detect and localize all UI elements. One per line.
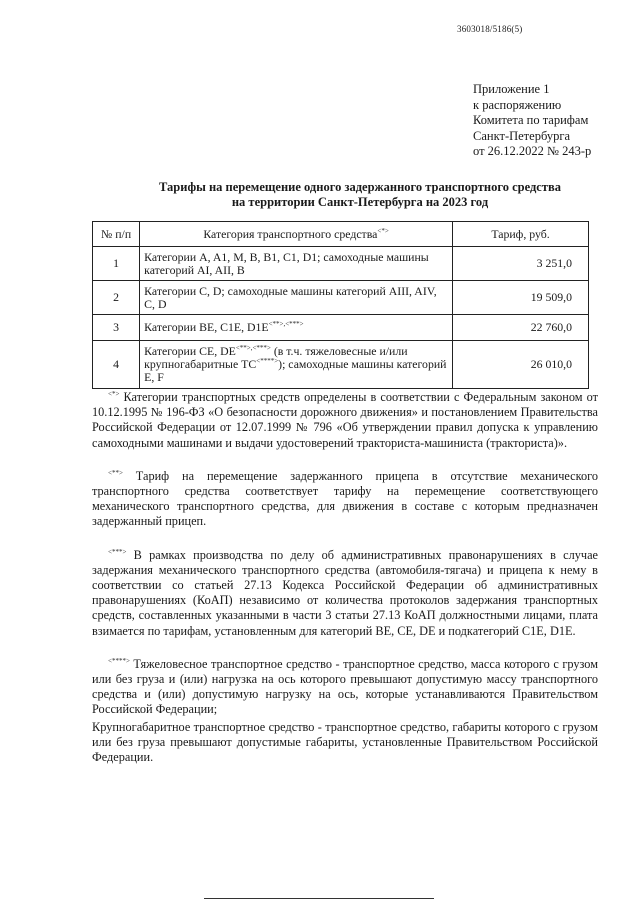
table-row [93,281,589,315]
footnote-paragraph [92,657,598,718]
footnote-mark: <**>,<***> [268,320,304,329]
document-title [80,180,640,210]
row-tariff: 22 760,0 [452,315,588,341]
document-number: 3603018/5186(5) [457,24,523,34]
footnote-mark: <**>,<***> [235,344,271,353]
footnote-text: Категории транспортных средств определены в соответствии с Федеральным законом от 10.12.1995 № 196-ФЗ «О безопасности дорожного движения» и постановлением Правительства Российской Федерации от 12.07.1999 № 796 «Об утверждении правил допуска к управлению самоходными машинами и выдачи удостоверений тракториста-машиниста (тракториста)». [92,390,598,450]
footnote-paragraph [92,548,598,639]
bottom-divider [204,898,434,899]
appendix-line: Санкт-Петербурга [473,128,571,143]
appendix-line: Комитета по тарифам [473,113,589,127]
footnote-mark: <**> [108,468,123,477]
row-category-text: ); самоходные машины категорий E, F [144,357,447,384]
appendix-block [473,82,591,160]
footnote-paragraph [92,720,598,766]
footnote-mark: <****> [108,656,130,665]
row-num: 2 [93,281,140,315]
row-num: 4 [93,341,140,389]
footnote-mark: <***> [108,547,127,556]
row-tariff: 26 010,0 [452,341,588,389]
tariffs-table [92,221,589,389]
header-num: № п/п [93,222,140,247]
row-category [140,341,453,389]
header-tariff: Тариф, руб. [452,222,588,247]
table-row [93,315,589,341]
row-num: 3 [93,315,140,341]
footnote-mark: <*> [108,389,120,398]
row-category-text: (в т.ч. тяжеловесные и/или крупногабаритные ТС [144,344,408,371]
footnote-paragraph [92,390,598,451]
footnote-text: Тяжеловесное транспортное средство - транспортное средство, масса которого с грузом или без груза и (или) нагрузка на ось которого превышают допустимую массу транспортного средства и (или) допустимую нагрузку на ось, которые устанавливаются Правительством Российской Федерации; [92,656,598,717]
row-category-text: Категории BE, C1E, D1E [144,320,269,334]
row-category: Категории C, D; самоходные машины категорий AIII, AIV, C, D [140,281,453,315]
row-category: Категории A, A1, M, B, B1, C1, D1; самоходные машины категорий AI, AII, B [140,247,453,281]
footnote-mark: <****> [256,357,279,366]
row-tariff: 3 251,0 [452,247,588,281]
footnote-text: Тариф на перемещение задержанного прицепа в отсутствие механического транспортного средства соответствует тарифу на перемещение соответствующего механического транспортного средства, для движения в составе с которым предназначен задержанный прицеп. [92,468,598,529]
appendix-line: от 26.12.2022 № 243-р [473,144,592,158]
title-line-2: на территории Санкт-Петербурга на 2023 год [231,195,489,209]
row-num: 1 [93,247,140,281]
footnotes [92,390,598,765]
row-category [140,315,453,341]
title-line-1: Тарифы на перемещение одного задержанного транспортного средства [159,180,561,194]
footnote-text: Крупногабаритное транспортное средство - транспортное средство, габариты которого с грузом или без груза превышают допустимые габариты, установленные Правительством Российской Федерации. [92,719,598,765]
appendix-line: Приложение 1 [473,82,550,96]
header-category [140,222,453,247]
table-header-row [93,222,589,247]
appendix-line: к распоряжению [473,97,562,112]
table-row [93,247,589,281]
footnote-paragraph [92,469,598,530]
row-category-text: Категории CE, DE [144,344,236,358]
footnote-mark: <*> [377,226,389,235]
footnote-text: В рамках производства по делу об административных правонарушениях в случае задержания механического транспортного средства (автомобиля-тягача) и прицепа к нему в соответствии со статьей 27.13 Кодекса Российской Федерации об административных правонарушениях (КоАП) независимо от количества протоколов задержания транспортных средств, составленных указанными в части 3 статьи 27.13 КоАП должностными лицами, плата взимается по тарифам, установленным для категорий BE, CE, DE и подкатегорий C1E, D1E. [92,547,598,638]
table-row [93,341,589,389]
row-tariff: 19 509,0 [452,281,588,315]
header-category-text: Категория транспортного средства [203,226,378,241]
